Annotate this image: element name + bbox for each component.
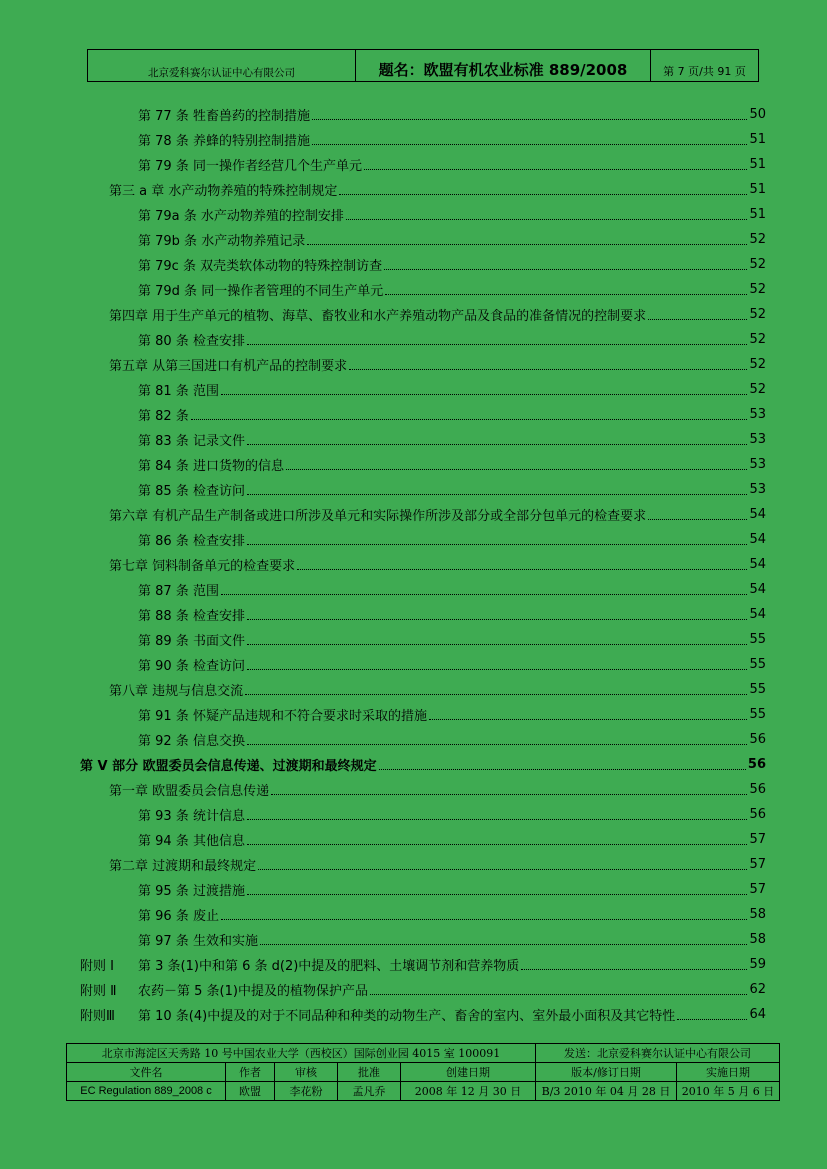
toc-entry[interactable] [138, 527, 766, 552]
toc-entry-text: 第 V 部分 欧盟委员会信息传递、过渡期和最终规定 [80, 759, 377, 774]
toc-leader-dots [271, 794, 747, 795]
toc-leader-dots [247, 619, 748, 620]
toc-leader-dots [429, 719, 748, 720]
toc-entry-text: 第 95 条 过渡措施 [138, 884, 245, 899]
toc-entry-page: 55 [749, 707, 766, 722]
toc-entry[interactable] [138, 877, 766, 902]
footer-value-filename: EC Regulation 889_2008 c [67, 1082, 226, 1101]
toc-entry-prefix: 附则Ⅲ [80, 1009, 115, 1024]
header-company: 北京爱科赛尔认证中心有限公司 [88, 50, 356, 81]
toc-entry-page: 62 [749, 982, 766, 997]
toc-entry-page: 59 [749, 957, 766, 972]
toc-entry[interactable] [138, 227, 766, 252]
footer-header-created: 创建日期 [401, 1063, 536, 1082]
toc-entry[interactable] [109, 777, 766, 802]
toc-entry-page: 53 [749, 407, 766, 422]
toc-leader-dots [349, 369, 747, 370]
toc-entry-page: 57 [749, 857, 766, 872]
toc-entry-label [138, 430, 245, 449]
toc-leader-dots [247, 844, 748, 845]
toc-entry-label [138, 480, 245, 499]
toc-leader-dots [648, 519, 747, 520]
toc-entry-text: 第 86 条 检查安排 [138, 534, 245, 549]
toc-entry-label [109, 305, 646, 324]
toc-entry-text: 第 78 条 养蜂的特别控制措施 [138, 134, 310, 149]
toc-entry-page: 58 [749, 907, 766, 922]
toc-entry-text: 第 79 条 同一操作者经营几个生产单元 [138, 159, 362, 174]
toc-leader-dots [247, 894, 748, 895]
toc-entry-page: 57 [749, 832, 766, 847]
toc-leader-dots [247, 744, 748, 745]
footer-header-approve: 批准 [338, 1063, 401, 1082]
toc-leader-dots [521, 969, 747, 970]
toc-entry[interactable] [109, 552, 766, 577]
toc-leader-dots [297, 569, 747, 570]
toc-entry[interactable] [138, 327, 766, 352]
toc-entry-label [109, 555, 295, 574]
toc-leader-dots [364, 169, 748, 170]
toc-leader-dots [247, 544, 748, 545]
toc-entry[interactable] [109, 852, 766, 877]
toc-leader-dots [339, 194, 747, 195]
toc-entry-page: 51 [749, 207, 766, 222]
toc-entry-label [138, 205, 344, 224]
toc-leader-dots [260, 944, 748, 945]
toc-entry-text: 第 83 条 记录文件 [138, 434, 245, 449]
toc-entry-label [138, 905, 219, 924]
toc-entry[interactable] [80, 952, 766, 977]
toc-entry-page: 54 [749, 532, 766, 547]
toc-leader-dots [247, 344, 748, 345]
toc-entry-page: 51 [749, 157, 766, 172]
toc-entry-label [138, 380, 219, 399]
footer-header-filename: 文件名 [67, 1063, 226, 1082]
toc-leader-dots [247, 644, 748, 645]
toc-entry-label [138, 580, 219, 599]
toc-entry-page: 51 [749, 182, 766, 197]
toc-entry-page: 53 [749, 457, 766, 472]
toc-leader-dots [221, 919, 748, 920]
toc-entry-label [138, 655, 245, 674]
toc-entry-text: 第 92 条 信息交换 [138, 734, 245, 749]
toc-entry-label [138, 630, 245, 649]
toc-entry-label [138, 805, 245, 824]
footer-value-review: 李花粉 [275, 1082, 338, 1101]
toc-entry[interactable] [138, 402, 766, 427]
toc-entry-page: 55 [749, 632, 766, 647]
toc-entry-text: 第 93 条 统计信息 [138, 809, 245, 824]
toc-entry-text: 农药－第 5 条(1)中提及的植物保护产品 [138, 984, 368, 999]
toc-entry[interactable] [138, 202, 766, 227]
toc-entry-prefix: 附则 Ⅰ [80, 959, 114, 974]
toc-entry[interactable] [80, 977, 766, 1002]
toc-leader-dots [245, 694, 747, 695]
toc-entry-text: 第二章 过渡期和最终规定 [109, 859, 257, 874]
toc-leader-dots [370, 994, 748, 995]
toc-entry-label [109, 855, 256, 874]
page-header [87, 49, 759, 82]
toc-entry[interactable] [138, 902, 766, 927]
toc-entry-text: 第 89 条 书面文件 [138, 634, 245, 649]
toc-entry-page: 52 [749, 307, 766, 322]
toc-entry[interactable] [80, 752, 766, 777]
toc-leader-dots [346, 219, 748, 220]
header-page-info: 第 7 页/共 91 页 [663, 64, 746, 78]
toc-leader-dots [379, 769, 746, 770]
toc-entry-text: 第 79d 条 同一操作者管理的不同生产单元 [138, 284, 384, 299]
toc-entry[interactable] [109, 502, 766, 527]
toc-entry[interactable] [138, 652, 766, 677]
toc-entry-label [138, 105, 310, 124]
footer-header-review: 审核 [275, 1063, 338, 1082]
toc-entry-label [138, 605, 245, 624]
toc-entry-label [138, 705, 427, 724]
footer-address: 北京市海淀区天秀路 10 号中国农业大学（西校区）国际创业园 4015 室 100091 [67, 1044, 536, 1063]
toc-entry-page: 52 [749, 357, 766, 372]
toc-entry[interactable] [109, 677, 766, 702]
toc-entry-page: 56 [749, 732, 766, 747]
toc-entry[interactable] [138, 477, 766, 502]
toc-entry[interactable] [138, 602, 766, 627]
toc-entry-label [138, 130, 310, 149]
toc-entry-prefix: 附则 Ⅱ [80, 984, 117, 999]
toc-entry-text: 第七章 饲料制备单元的检查要求 [109, 559, 296, 574]
toc-entry-label [138, 930, 258, 949]
toc-entry-page: 53 [749, 482, 766, 497]
toc-entry-page: 55 [749, 657, 766, 672]
toc-entry-page: 51 [749, 132, 766, 147]
toc-entry[interactable] [138, 427, 766, 452]
toc-entry-page: 64 [749, 1007, 766, 1022]
toc-entry-text: 第 79b 条 水产动物养殖记录 [138, 234, 306, 249]
toc-entry-label [138, 455, 284, 474]
toc-leader-dots [247, 669, 748, 670]
toc-entry-label [138, 405, 189, 424]
footer-header-version: 版本/修订日期 [536, 1063, 677, 1082]
footer-sender: 发送：北京爱科赛尔认证中心有限公司 [536, 1044, 780, 1063]
document-footer [66, 1043, 780, 1101]
toc-entry-text: 第 82 条 [138, 409, 189, 424]
toc-entry-label [138, 880, 245, 899]
toc-entry-label [109, 355, 347, 374]
toc-entry-label [80, 755, 377, 774]
toc-entry[interactable] [109, 177, 766, 202]
toc-entry-text: 第 77 条 牲畜兽药的控制措施 [138, 109, 310, 124]
toc-entry-page: 58 [749, 932, 766, 947]
toc-entry-page: 53 [749, 432, 766, 447]
toc-entry[interactable] [138, 927, 766, 952]
toc-entry-text: 第 10 条(4)中提及的对于不同品种和种类的动物生产、畜舍的室内、室外最小面积及其它特性 [138, 1009, 676, 1024]
toc-leader-dots [221, 394, 748, 395]
toc-entry-text: 第 91 条 怀疑产品违规和不符合要求时采取的措施 [138, 709, 427, 724]
footer-value-approve: 孟凡乔 [338, 1082, 401, 1101]
toc-entry[interactable] [138, 277, 766, 302]
toc-entry-page: 54 [749, 507, 766, 522]
toc-entry[interactable] [138, 377, 766, 402]
toc-entry[interactable] [138, 702, 766, 727]
toc-entry-text: 第 88 条 检查安排 [138, 609, 245, 624]
toc-entry-page: 55 [749, 682, 766, 697]
toc-entry-label [80, 1005, 675, 1024]
toc-entry-text: 第 80 条 检查安排 [138, 334, 245, 349]
toc-entry-text: 第 81 条 范围 [138, 384, 219, 399]
toc-entry-label [109, 180, 337, 199]
toc-entry-page: 52 [749, 382, 766, 397]
footer-value-effective: 2010 年 5 月 6 日 [677, 1082, 780, 1101]
toc-entry-page: 56 [749, 782, 766, 797]
toc-entry-label [109, 780, 269, 799]
toc-entry-text: 第三 a 章 水产动物养殖的特殊控制规定 [109, 184, 338, 199]
toc-leader-dots [312, 144, 748, 145]
toc-entry[interactable] [109, 302, 766, 327]
toc-leader-dots [648, 319, 747, 320]
footer-value-author: 欧盟 [226, 1082, 275, 1101]
toc-entry-text: 第一章 欧盟委员会信息传递 [109, 784, 270, 799]
toc-entry-text: 第八章 违规与信息交流 [109, 684, 244, 699]
toc-leader-dots [307, 244, 747, 245]
toc-entry-text: 第 87 条 范围 [138, 584, 219, 599]
toc-entry[interactable] [138, 152, 766, 177]
toc-leader-dots [191, 419, 748, 420]
toc-leader-dots [312, 119, 748, 120]
toc-entry-text: 第 84 条 进口货物的信息 [138, 459, 284, 474]
toc-entry-page: 50 [749, 107, 766, 122]
toc-entry[interactable] [138, 452, 766, 477]
toc-entry-text: 第 3 条(1)中和第 6 条 d(2)中提及的肥料、土壤调节剂和营养物质 [138, 959, 520, 974]
toc-entry[interactable] [138, 252, 766, 277]
toc-entry-text: 第 90 条 检查访问 [138, 659, 245, 674]
toc-leader-dots [247, 494, 748, 495]
toc-entry[interactable] [138, 577, 766, 602]
toc-entry-page: 52 [749, 257, 766, 272]
toc-entry[interactable] [138, 102, 766, 127]
toc-entry-text: 第五章 从第三国进口有机产品的控制要求 [109, 359, 348, 374]
toc-entry-label [138, 280, 383, 299]
toc-entry-label [138, 730, 245, 749]
toc-entry[interactable] [138, 802, 766, 827]
toc-entry[interactable] [138, 827, 766, 852]
toc-entry-text: 第 79a 条 水产动物养殖的控制安排 [138, 209, 344, 224]
toc-entry-page: 56 [749, 807, 766, 822]
toc-entry-page: 57 [749, 882, 766, 897]
toc-entry-label [138, 330, 245, 349]
toc-entry-text: 第 79c 条 双壳类软体动物的特殊控制访查 [138, 259, 383, 274]
toc-leader-dots [384, 269, 747, 270]
toc-entry[interactable] [138, 627, 766, 652]
toc-leader-dots [258, 869, 747, 870]
toc-entry-label [138, 830, 245, 849]
toc-entry-text: 第 85 条 检查访问 [138, 484, 245, 499]
toc-leader-dots [247, 819, 748, 820]
toc-entry-text: 第 96 条 废止 [138, 909, 219, 924]
toc-entry-page: 56 [747, 757, 766, 772]
footer-value-created: 2008 年 12 月 30 日 [401, 1082, 536, 1101]
toc-leader-dots [221, 594, 748, 595]
toc-entry[interactable] [138, 127, 766, 152]
toc-entry-text: 第 97 条 生效和实施 [138, 934, 258, 949]
toc-entry[interactable] [80, 1002, 766, 1027]
toc-entry-text: 第四章 用于生产单元的植物、海草、畜牧业和水产养殖动物产品及食品的准备情况的控制要求 [109, 309, 647, 324]
footer-header-author: 作者 [226, 1063, 275, 1082]
toc-entry-text: 第 94 条 其他信息 [138, 834, 245, 849]
toc-entry-label [80, 980, 368, 999]
toc-entry-text: 第六章 有机产品生产制备或进口所涉及单元和实际操作所涉及部分或全部分包单元的检查要求 [109, 509, 647, 524]
toc-leader-dots [385, 294, 747, 295]
toc-entry-label [138, 530, 245, 549]
toc-entry-page: 52 [749, 332, 766, 347]
toc-entry[interactable] [138, 727, 766, 752]
toc-entry-label [109, 505, 646, 524]
toc-entry-page: 52 [749, 232, 766, 247]
toc-entry-label [109, 680, 243, 699]
toc-leader-dots [247, 444, 748, 445]
toc-entry-page: 52 [749, 282, 766, 297]
toc-leader-dots [677, 1019, 747, 1020]
footer-value-version: B/3 2010 年 04 月 28 日 [536, 1082, 677, 1101]
toc-entry[interactable] [109, 352, 766, 377]
header-title: 题名：欧盟有机农业标准 889/2008 [356, 50, 651, 81]
toc-entry-page: 54 [749, 607, 766, 622]
toc-entry-label [138, 155, 362, 174]
toc-entry-page: 54 [749, 582, 766, 597]
footer-header-effective: 实施日期 [677, 1063, 780, 1082]
toc-leader-dots [286, 469, 748, 470]
toc-entry-page: 54 [749, 557, 766, 572]
toc-entry-label [80, 955, 519, 974]
toc-entry-label [138, 230, 305, 249]
toc-entry-label [138, 255, 382, 274]
